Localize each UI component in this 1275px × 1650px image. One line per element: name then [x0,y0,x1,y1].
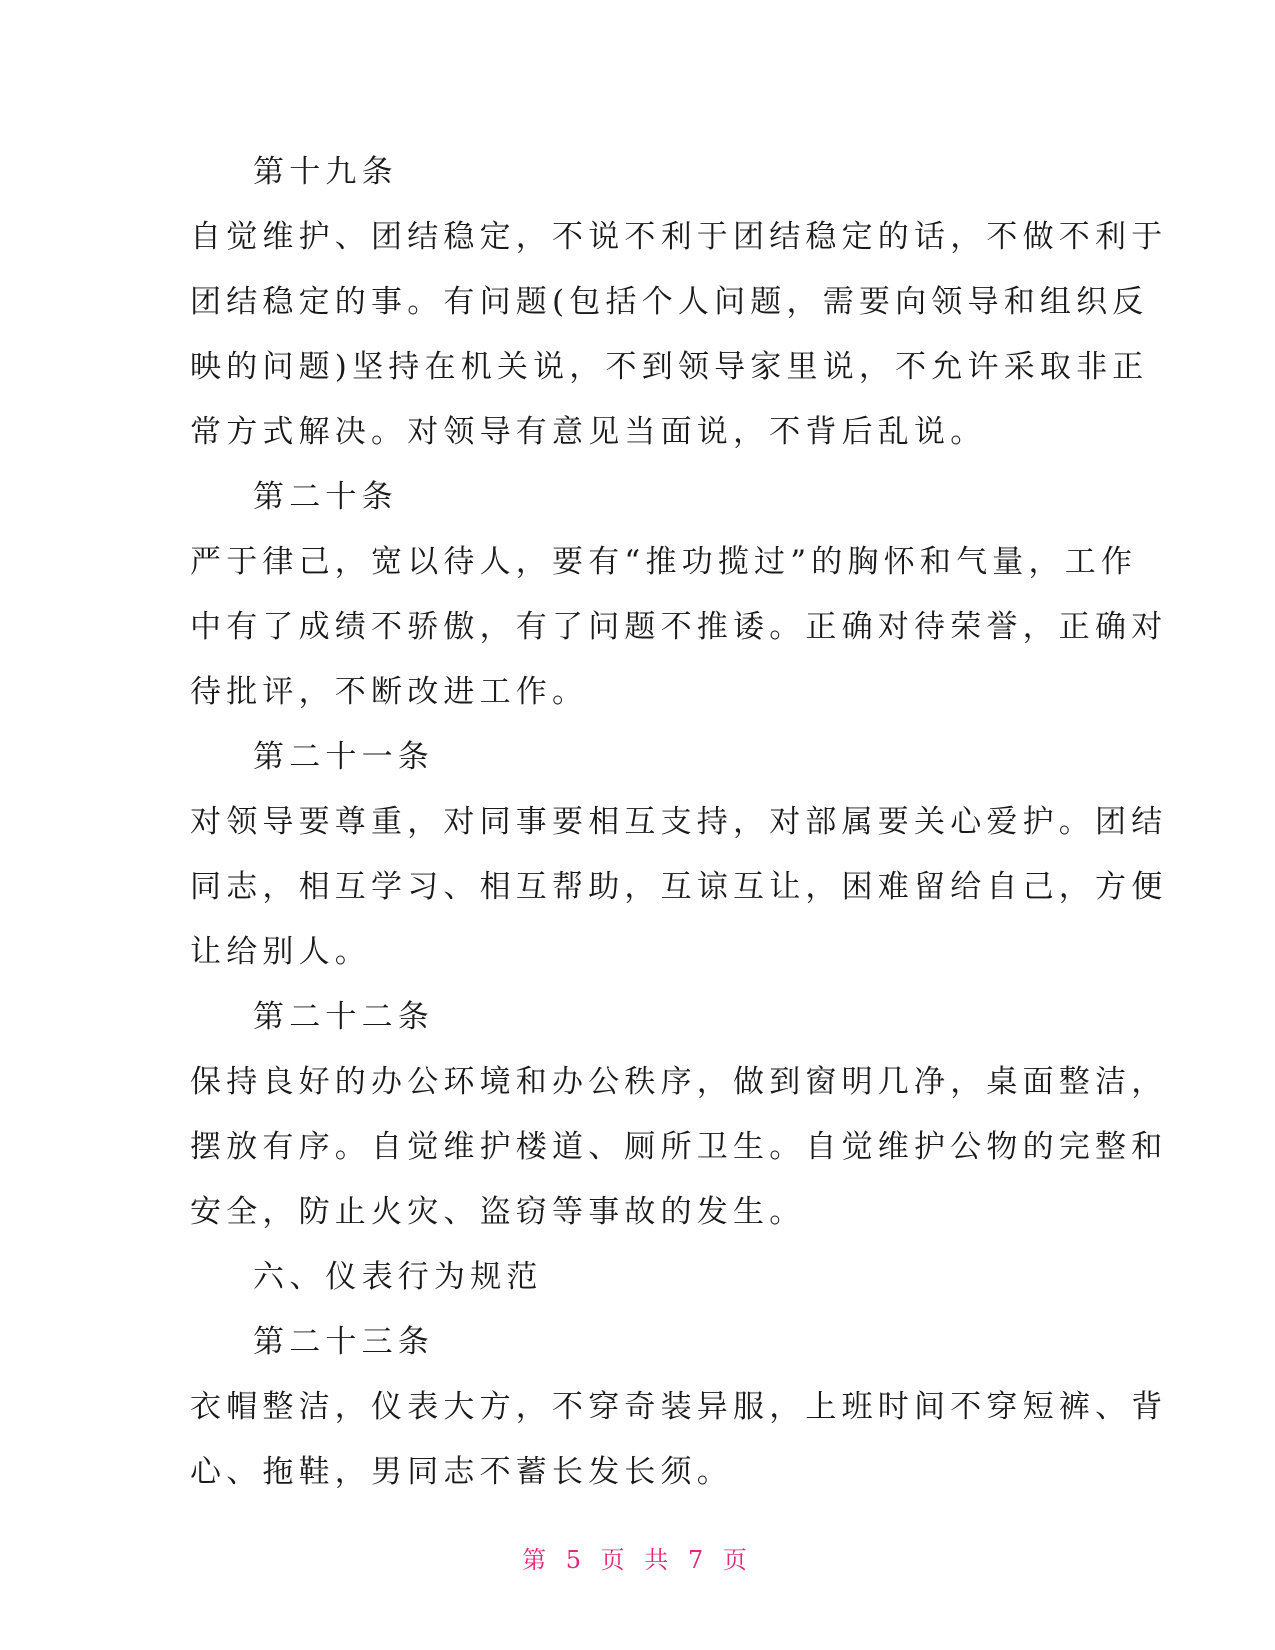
paragraph-line: 对领导要尊重，对同事要相互支持，对部属要关心爱护。团结 [190,804,1168,840]
article-heading: 第二十三条 [253,1324,434,1360]
paragraph-line: 安全，防止火灾、盗窃等事故的发生。 [190,1194,806,1230]
paragraph-line: 自觉维护、团结稳定，不说不利于团结稳定的话，不做不利于 [190,219,1168,255]
paragraph-line: 中有了成绩不骄傲，有了问题不推诿。正确对待荣誉，正确对 [190,609,1168,645]
paragraph-line: 团结稳定的事。有问题(包括个人问题，需要向领导和组织反 [190,284,1149,320]
page-number-footer: 第 5 页 共 7 页 [522,1546,753,1574]
article-heading: 第二十二条 [253,999,434,1035]
article-heading: 第二十条 [253,479,398,515]
paragraph-line: 衣帽整洁，仪表大方，不穿奇装异服，上班时间不穿短裤、背 [190,1389,1168,1425]
paragraph-line: 保持良好的办公环境和办公秩序，做到窗明几净，桌面整洁， [190,1064,1168,1100]
paragraph-line: 常方式解决。对领导有意见当面说，不背后乱说。 [190,414,987,450]
paragraph-line: 映的问题)坚持在机关说，不到领导家里说，不允许采取非正 [190,349,1149,385]
paragraph-line: 摆放有序。自觉维护楼道、厕所卫生。自觉维护公物的完整和 [190,1129,1168,1165]
paragraph-line: 让给别人。 [190,934,371,970]
paragraph-line: 待批评，不断改进工作。 [190,674,589,710]
paragraph-line: 同志，相互学习、相互帮助，互谅互让，困难留给自己，方便 [190,869,1168,905]
article-heading: 第十九条 [253,154,398,190]
article-heading: 第二十一条 [253,739,434,775]
paragraph-line: 心、拖鞋，男同志不蓄长发长须。 [190,1454,733,1490]
paragraph-line: 严于律己，宽以待人，要有“推功揽过”的胸怀和气量，工作 [190,544,1138,580]
section-heading: 六、仪表行为规范 [253,1259,543,1295]
page-body [190,140,1168,1505]
